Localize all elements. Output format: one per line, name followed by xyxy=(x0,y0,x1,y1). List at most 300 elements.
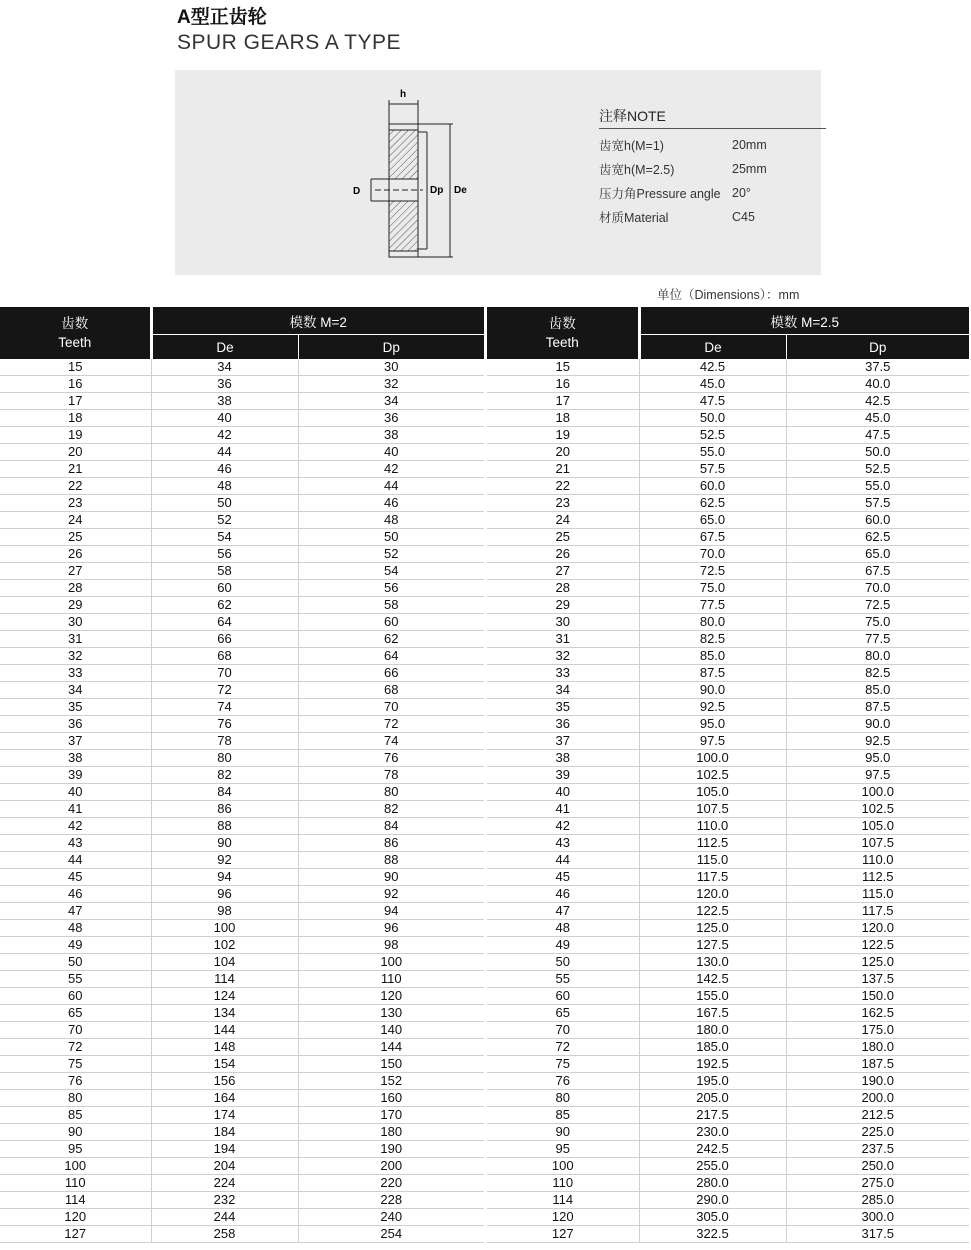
de-cell: 42 xyxy=(151,427,298,444)
teeth-cell: 30 xyxy=(0,614,151,631)
teeth-cell: 16 xyxy=(487,376,639,393)
dp-cell: 254 xyxy=(298,1226,484,1243)
teeth-header xyxy=(487,307,639,359)
table-row xyxy=(487,427,969,444)
table-row xyxy=(487,410,969,427)
table-row xyxy=(0,1005,484,1022)
table-row xyxy=(0,529,484,546)
teeth-cell: 19 xyxy=(487,427,639,444)
teeth-cell: 120 xyxy=(0,1209,151,1226)
de-cell: 217.5 xyxy=(639,1107,786,1124)
de-cell: 92.5 xyxy=(639,699,786,716)
dp-cell: 45.0 xyxy=(786,410,969,427)
de-header: De xyxy=(639,335,786,360)
teeth-cell: 26 xyxy=(487,546,639,563)
dp-cell: 48 xyxy=(298,512,484,529)
table-row xyxy=(0,495,484,512)
units-label: 单位（Dimensions）：mm xyxy=(657,288,800,302)
de-cell: 244 xyxy=(151,1209,298,1226)
table-row xyxy=(487,903,969,920)
dp-cell: 160 xyxy=(298,1090,484,1107)
de-cell: 98 xyxy=(151,903,298,920)
dp-cell: 162.5 xyxy=(786,1005,969,1022)
teeth-cell: 22 xyxy=(487,478,639,495)
dp-cell: 228 xyxy=(298,1192,484,1209)
teeth-cell: 127 xyxy=(0,1226,151,1243)
table-module-2-5 xyxy=(487,307,969,1243)
teeth-cell: 35 xyxy=(0,699,151,716)
note-key: 材质Material xyxy=(599,211,669,225)
dp-cell: 96 xyxy=(298,920,484,937)
dp-cell: 150 xyxy=(298,1056,484,1073)
table-row xyxy=(0,461,484,478)
table-row xyxy=(487,954,969,971)
dp-cell: 92 xyxy=(298,886,484,903)
teeth-cell: 17 xyxy=(0,393,151,410)
dim-h-label: h xyxy=(399,89,407,100)
teeth-cell: 25 xyxy=(0,529,151,546)
dp-cell: 54 xyxy=(298,563,484,580)
de-cell: 100.0 xyxy=(639,750,786,767)
teeth-cell: 46 xyxy=(0,886,151,903)
de-cell: 88 xyxy=(151,818,298,835)
de-cell: 62.5 xyxy=(639,495,786,512)
dp-cell: 300.0 xyxy=(786,1209,969,1226)
teeth-cell: 49 xyxy=(0,937,151,954)
teeth-cell: 16 xyxy=(0,376,151,393)
teeth-cell: 50 xyxy=(487,954,639,971)
teeth-cell: 28 xyxy=(0,580,151,597)
de-cell: 144 xyxy=(151,1022,298,1039)
table-row xyxy=(487,376,969,393)
table-row xyxy=(487,631,969,648)
dp-cell: 77.5 xyxy=(786,631,969,648)
table-row xyxy=(487,444,969,461)
teeth-cell: 80 xyxy=(487,1090,639,1107)
table-row xyxy=(487,988,969,1005)
teeth-cell: 20 xyxy=(0,444,151,461)
de-cell: 102.5 xyxy=(639,767,786,784)
table-row xyxy=(0,478,484,495)
table-row xyxy=(487,597,969,614)
de-cell: 82.5 xyxy=(639,631,786,648)
dp-cell: 125.0 xyxy=(786,954,969,971)
teeth-cell: 44 xyxy=(0,852,151,869)
teeth-cell: 50 xyxy=(0,954,151,971)
teeth-cell: 21 xyxy=(0,461,151,478)
dp-cell: 180.0 xyxy=(786,1039,969,1056)
table-row xyxy=(487,869,969,886)
dp-cell: 100.0 xyxy=(786,784,969,801)
table-row xyxy=(0,801,484,818)
dp-cell: 190 xyxy=(298,1141,484,1158)
dp-cell: 40 xyxy=(298,444,484,461)
table-row xyxy=(487,1192,969,1209)
teeth-cell: 76 xyxy=(487,1073,639,1090)
dp-cell: 190.0 xyxy=(786,1073,969,1090)
de-cell: 130.0 xyxy=(639,954,786,971)
de-cell: 95.0 xyxy=(639,716,786,733)
teeth-cell: 32 xyxy=(0,648,151,665)
teeth-cell: 80 xyxy=(0,1090,151,1107)
dp-cell: 220 xyxy=(298,1175,484,1192)
de-cell: 82 xyxy=(151,767,298,784)
dp-cell: 78 xyxy=(298,767,484,784)
teeth-cell: 60 xyxy=(487,988,639,1005)
de-cell: 52.5 xyxy=(639,427,786,444)
dp-cell: 72.5 xyxy=(786,597,969,614)
de-cell: 48 xyxy=(151,478,298,495)
dp-cell: 65.0 xyxy=(786,546,969,563)
table-row xyxy=(0,648,484,665)
dp-cell: 42.5 xyxy=(786,393,969,410)
teeth-cell: 33 xyxy=(0,665,151,682)
dp-cell: 98 xyxy=(298,937,484,954)
teeth-header xyxy=(0,307,151,359)
de-cell: 76 xyxy=(151,716,298,733)
de-cell: 55.0 xyxy=(639,444,786,461)
de-cell: 62 xyxy=(151,597,298,614)
de-cell: 115.0 xyxy=(639,852,786,869)
table-row xyxy=(487,563,969,580)
teeth-cell: 55 xyxy=(0,971,151,988)
de-cell: 255.0 xyxy=(639,1158,786,1175)
table-row xyxy=(0,631,484,648)
table-row xyxy=(0,393,484,410)
table-row xyxy=(0,614,484,631)
de-cell: 70 xyxy=(151,665,298,682)
table-row xyxy=(487,920,969,937)
de-cell: 156 xyxy=(151,1073,298,1090)
teeth-header-en: Teeth xyxy=(58,335,92,350)
de-cell: 34 xyxy=(151,359,298,376)
teeth-cell: 21 xyxy=(487,461,639,478)
de-cell: 96 xyxy=(151,886,298,903)
table-row xyxy=(0,869,484,886)
teeth-cell: 36 xyxy=(0,716,151,733)
de-cell: 50 xyxy=(151,495,298,512)
teeth-cell: 45 xyxy=(487,869,639,886)
dp-cell: 150.0 xyxy=(786,988,969,1005)
de-cell: 87.5 xyxy=(639,665,786,682)
de-cell: 142.5 xyxy=(639,971,786,988)
teeth-cell: 43 xyxy=(0,835,151,852)
de-cell: 54 xyxy=(151,529,298,546)
teeth-cell: 75 xyxy=(0,1056,151,1073)
table-row xyxy=(487,1039,969,1056)
dp-cell: 120.0 xyxy=(786,920,969,937)
dp-cell: 44 xyxy=(298,478,484,495)
dp-header: Dp xyxy=(298,335,484,360)
de-cell: 50.0 xyxy=(639,410,786,427)
de-cell: 90.0 xyxy=(639,682,786,699)
table-row xyxy=(0,376,484,393)
dp-cell: 80 xyxy=(298,784,484,801)
table-row xyxy=(0,767,484,784)
dp-cell: 122.5 xyxy=(786,937,969,954)
teeth-cell: 23 xyxy=(0,495,151,512)
de-cell: 180.0 xyxy=(639,1022,786,1039)
de-cell: 75.0 xyxy=(639,580,786,597)
table-row xyxy=(0,733,484,750)
dp-cell: 107.5 xyxy=(786,835,969,852)
table-row xyxy=(487,937,969,954)
table-row xyxy=(487,886,969,903)
table-row xyxy=(487,1022,969,1039)
table-row xyxy=(0,886,484,903)
dp-cell: 68 xyxy=(298,682,484,699)
de-cell: 305.0 xyxy=(639,1209,786,1226)
dp-cell: 200.0 xyxy=(786,1090,969,1107)
table-row xyxy=(0,920,484,937)
de-cell: 120.0 xyxy=(639,886,786,903)
dp-cell: 30 xyxy=(298,359,484,376)
table-row xyxy=(0,597,484,614)
dp-cell: 74 xyxy=(298,733,484,750)
note-box xyxy=(599,106,826,229)
dp-cell: 102.5 xyxy=(786,801,969,818)
teeth-cell: 114 xyxy=(0,1192,151,1209)
dp-cell: 94 xyxy=(298,903,484,920)
teeth-cell: 40 xyxy=(487,784,639,801)
teeth-cell: 47 xyxy=(0,903,151,920)
teeth-cell: 37 xyxy=(0,733,151,750)
de-cell: 107.5 xyxy=(639,801,786,818)
de-cell: 80.0 xyxy=(639,614,786,631)
dp-cell: 52 xyxy=(298,546,484,563)
note-row xyxy=(599,205,826,229)
table-row xyxy=(0,563,484,580)
table-row xyxy=(487,835,969,852)
teeth-cell: 48 xyxy=(487,920,639,937)
table-row xyxy=(0,903,484,920)
table-row xyxy=(0,716,484,733)
teeth-cell: 90 xyxy=(487,1124,639,1141)
table-row xyxy=(487,393,969,410)
teeth-cell: 72 xyxy=(487,1039,639,1056)
table-row xyxy=(0,1056,484,1073)
de-cell: 74 xyxy=(151,699,298,716)
teeth-header-cn: 齿数 xyxy=(61,316,89,331)
table-row xyxy=(0,1192,484,1209)
table-row xyxy=(0,1158,484,1175)
teeth-cell: 47 xyxy=(487,903,639,920)
dp-cell: 58 xyxy=(298,597,484,614)
teeth-cell: 27 xyxy=(0,563,151,580)
note-value: C45 xyxy=(732,210,755,224)
de-cell: 45.0 xyxy=(639,376,786,393)
teeth-cell: 15 xyxy=(487,359,639,376)
teeth-cell: 24 xyxy=(487,512,639,529)
teeth-cell: 72 xyxy=(0,1039,151,1056)
table-row xyxy=(0,971,484,988)
dp-cell: 212.5 xyxy=(786,1107,969,1124)
dp-cell: 90.0 xyxy=(786,716,969,733)
table-row xyxy=(487,461,969,478)
table-row xyxy=(487,529,969,546)
teeth-cell: 76 xyxy=(0,1073,151,1090)
teeth-cell: 95 xyxy=(487,1141,639,1158)
table-row xyxy=(487,1226,969,1243)
teeth-cell: 41 xyxy=(487,801,639,818)
teeth-cell: 15 xyxy=(0,359,151,376)
de-cell: 47.5 xyxy=(639,393,786,410)
note-value: 25mm xyxy=(732,162,767,176)
de-cell: 164 xyxy=(151,1090,298,1107)
de-cell: 105.0 xyxy=(639,784,786,801)
dp-cell: 86 xyxy=(298,835,484,852)
table-row xyxy=(487,512,969,529)
dim-dp-label: Dp xyxy=(430,185,444,196)
table-row xyxy=(0,1022,484,1039)
de-cell: 67.5 xyxy=(639,529,786,546)
dp-cell: 250.0 xyxy=(786,1158,969,1175)
table-row xyxy=(0,427,484,444)
dp-cell: 40.0 xyxy=(786,376,969,393)
teeth-cell: 75 xyxy=(487,1056,639,1073)
teeth-cell: 23 xyxy=(487,495,639,512)
table-row xyxy=(0,784,484,801)
de-cell: 185.0 xyxy=(639,1039,786,1056)
table-row xyxy=(487,733,969,750)
teeth-cell: 114 xyxy=(487,1192,639,1209)
table-row xyxy=(487,580,969,597)
teeth-cell: 17 xyxy=(487,393,639,410)
de-cell: 97.5 xyxy=(639,733,786,750)
table-row xyxy=(0,988,484,1005)
de-cell: 242.5 xyxy=(639,1141,786,1158)
de-cell: 280.0 xyxy=(639,1175,786,1192)
table-row xyxy=(0,1124,484,1141)
de-cell: 80 xyxy=(151,750,298,767)
table-row xyxy=(0,937,484,954)
dp-cell: 67.5 xyxy=(786,563,969,580)
de-cell: 290.0 xyxy=(639,1192,786,1209)
dp-cell: 87.5 xyxy=(786,699,969,716)
table-row xyxy=(0,1175,484,1192)
de-cell: 195.0 xyxy=(639,1073,786,1090)
page-subtitle: SPUR GEARS A TYPE xyxy=(177,31,402,54)
dp-cell: 70.0 xyxy=(786,580,969,597)
teeth-cell: 18 xyxy=(487,410,639,427)
table-row xyxy=(487,359,969,376)
dp-cell: 137.5 xyxy=(786,971,969,988)
teeth-cell: 20 xyxy=(487,444,639,461)
dp-cell: 97.5 xyxy=(786,767,969,784)
table-row xyxy=(0,750,484,767)
table-row xyxy=(487,478,969,495)
de-cell: 224 xyxy=(151,1175,298,1192)
table-row xyxy=(487,716,969,733)
de-cell: 102 xyxy=(151,937,298,954)
teeth-cell: 42 xyxy=(487,818,639,835)
de-cell: 90 xyxy=(151,835,298,852)
table-row xyxy=(487,852,969,869)
teeth-header-cn: 齿数 xyxy=(548,316,576,331)
de-cell: 58 xyxy=(151,563,298,580)
table-row xyxy=(487,1141,969,1158)
dp-cell: 112.5 xyxy=(786,869,969,886)
dp-cell: 85.0 xyxy=(786,682,969,699)
teeth-cell: 33 xyxy=(487,665,639,682)
note-title: 注释NOTE xyxy=(599,106,826,129)
de-cell: 184 xyxy=(151,1124,298,1141)
dp-cell: 285.0 xyxy=(786,1192,969,1209)
note-key: 齿宽h(M=2.5) xyxy=(599,163,675,177)
teeth-cell: 70 xyxy=(0,1022,151,1039)
teeth-cell: 41 xyxy=(0,801,151,818)
de-cell: 104 xyxy=(151,954,298,971)
de-cell: 64 xyxy=(151,614,298,631)
table-row xyxy=(0,410,484,427)
teeth-cell: 85 xyxy=(487,1107,639,1124)
dp-cell: 225.0 xyxy=(786,1124,969,1141)
de-cell: 134 xyxy=(151,1005,298,1022)
de-cell: 86 xyxy=(151,801,298,818)
table-row xyxy=(487,801,969,818)
note-row xyxy=(599,157,826,181)
de-cell: 56 xyxy=(151,546,298,563)
dp-cell: 110 xyxy=(298,971,484,988)
dp-cell: 105.0 xyxy=(786,818,969,835)
dp-cell: 52.5 xyxy=(786,461,969,478)
dp-cell: 175.0 xyxy=(786,1022,969,1039)
de-cell: 38 xyxy=(151,393,298,410)
de-cell: 204 xyxy=(151,1158,298,1175)
de-cell: 230.0 xyxy=(639,1124,786,1141)
table-row xyxy=(0,444,484,461)
dp-cell: 62.5 xyxy=(786,529,969,546)
teeth-cell: 28 xyxy=(487,580,639,597)
dp-cell: 130 xyxy=(298,1005,484,1022)
table-row xyxy=(0,835,484,852)
table-row xyxy=(0,1209,484,1226)
teeth-cell: 29 xyxy=(487,597,639,614)
table-row xyxy=(487,1005,969,1022)
de-cell: 154 xyxy=(151,1056,298,1073)
de-cell: 77.5 xyxy=(639,597,786,614)
teeth-cell: 35 xyxy=(487,699,639,716)
table-row xyxy=(487,750,969,767)
de-cell: 44 xyxy=(151,444,298,461)
teeth-cell: 49 xyxy=(487,937,639,954)
teeth-cell: 60 xyxy=(0,988,151,1005)
de-cell: 194 xyxy=(151,1141,298,1158)
dp-cell: 42 xyxy=(298,461,484,478)
dp-cell: 37.5 xyxy=(786,359,969,376)
table-row xyxy=(487,495,969,512)
de-cell: 110.0 xyxy=(639,818,786,835)
dp-cell: 70 xyxy=(298,699,484,716)
de-cell: 155.0 xyxy=(639,988,786,1005)
teeth-cell: 24 xyxy=(0,512,151,529)
note-value: 20mm xyxy=(732,138,767,152)
table-row xyxy=(487,1073,969,1090)
dp-cell: 100 xyxy=(298,954,484,971)
table-row xyxy=(487,614,969,631)
dp-cell: 64 xyxy=(298,648,484,665)
de-cell: 114 xyxy=(151,971,298,988)
table-row xyxy=(0,1141,484,1158)
teeth-cell: 29 xyxy=(0,597,151,614)
de-cell: 36 xyxy=(151,376,298,393)
table-row xyxy=(0,665,484,682)
teeth-cell: 30 xyxy=(487,614,639,631)
de-cell: 72.5 xyxy=(639,563,786,580)
teeth-cell: 90 xyxy=(0,1124,151,1141)
teeth-cell: 34 xyxy=(487,682,639,699)
table-row xyxy=(487,818,969,835)
